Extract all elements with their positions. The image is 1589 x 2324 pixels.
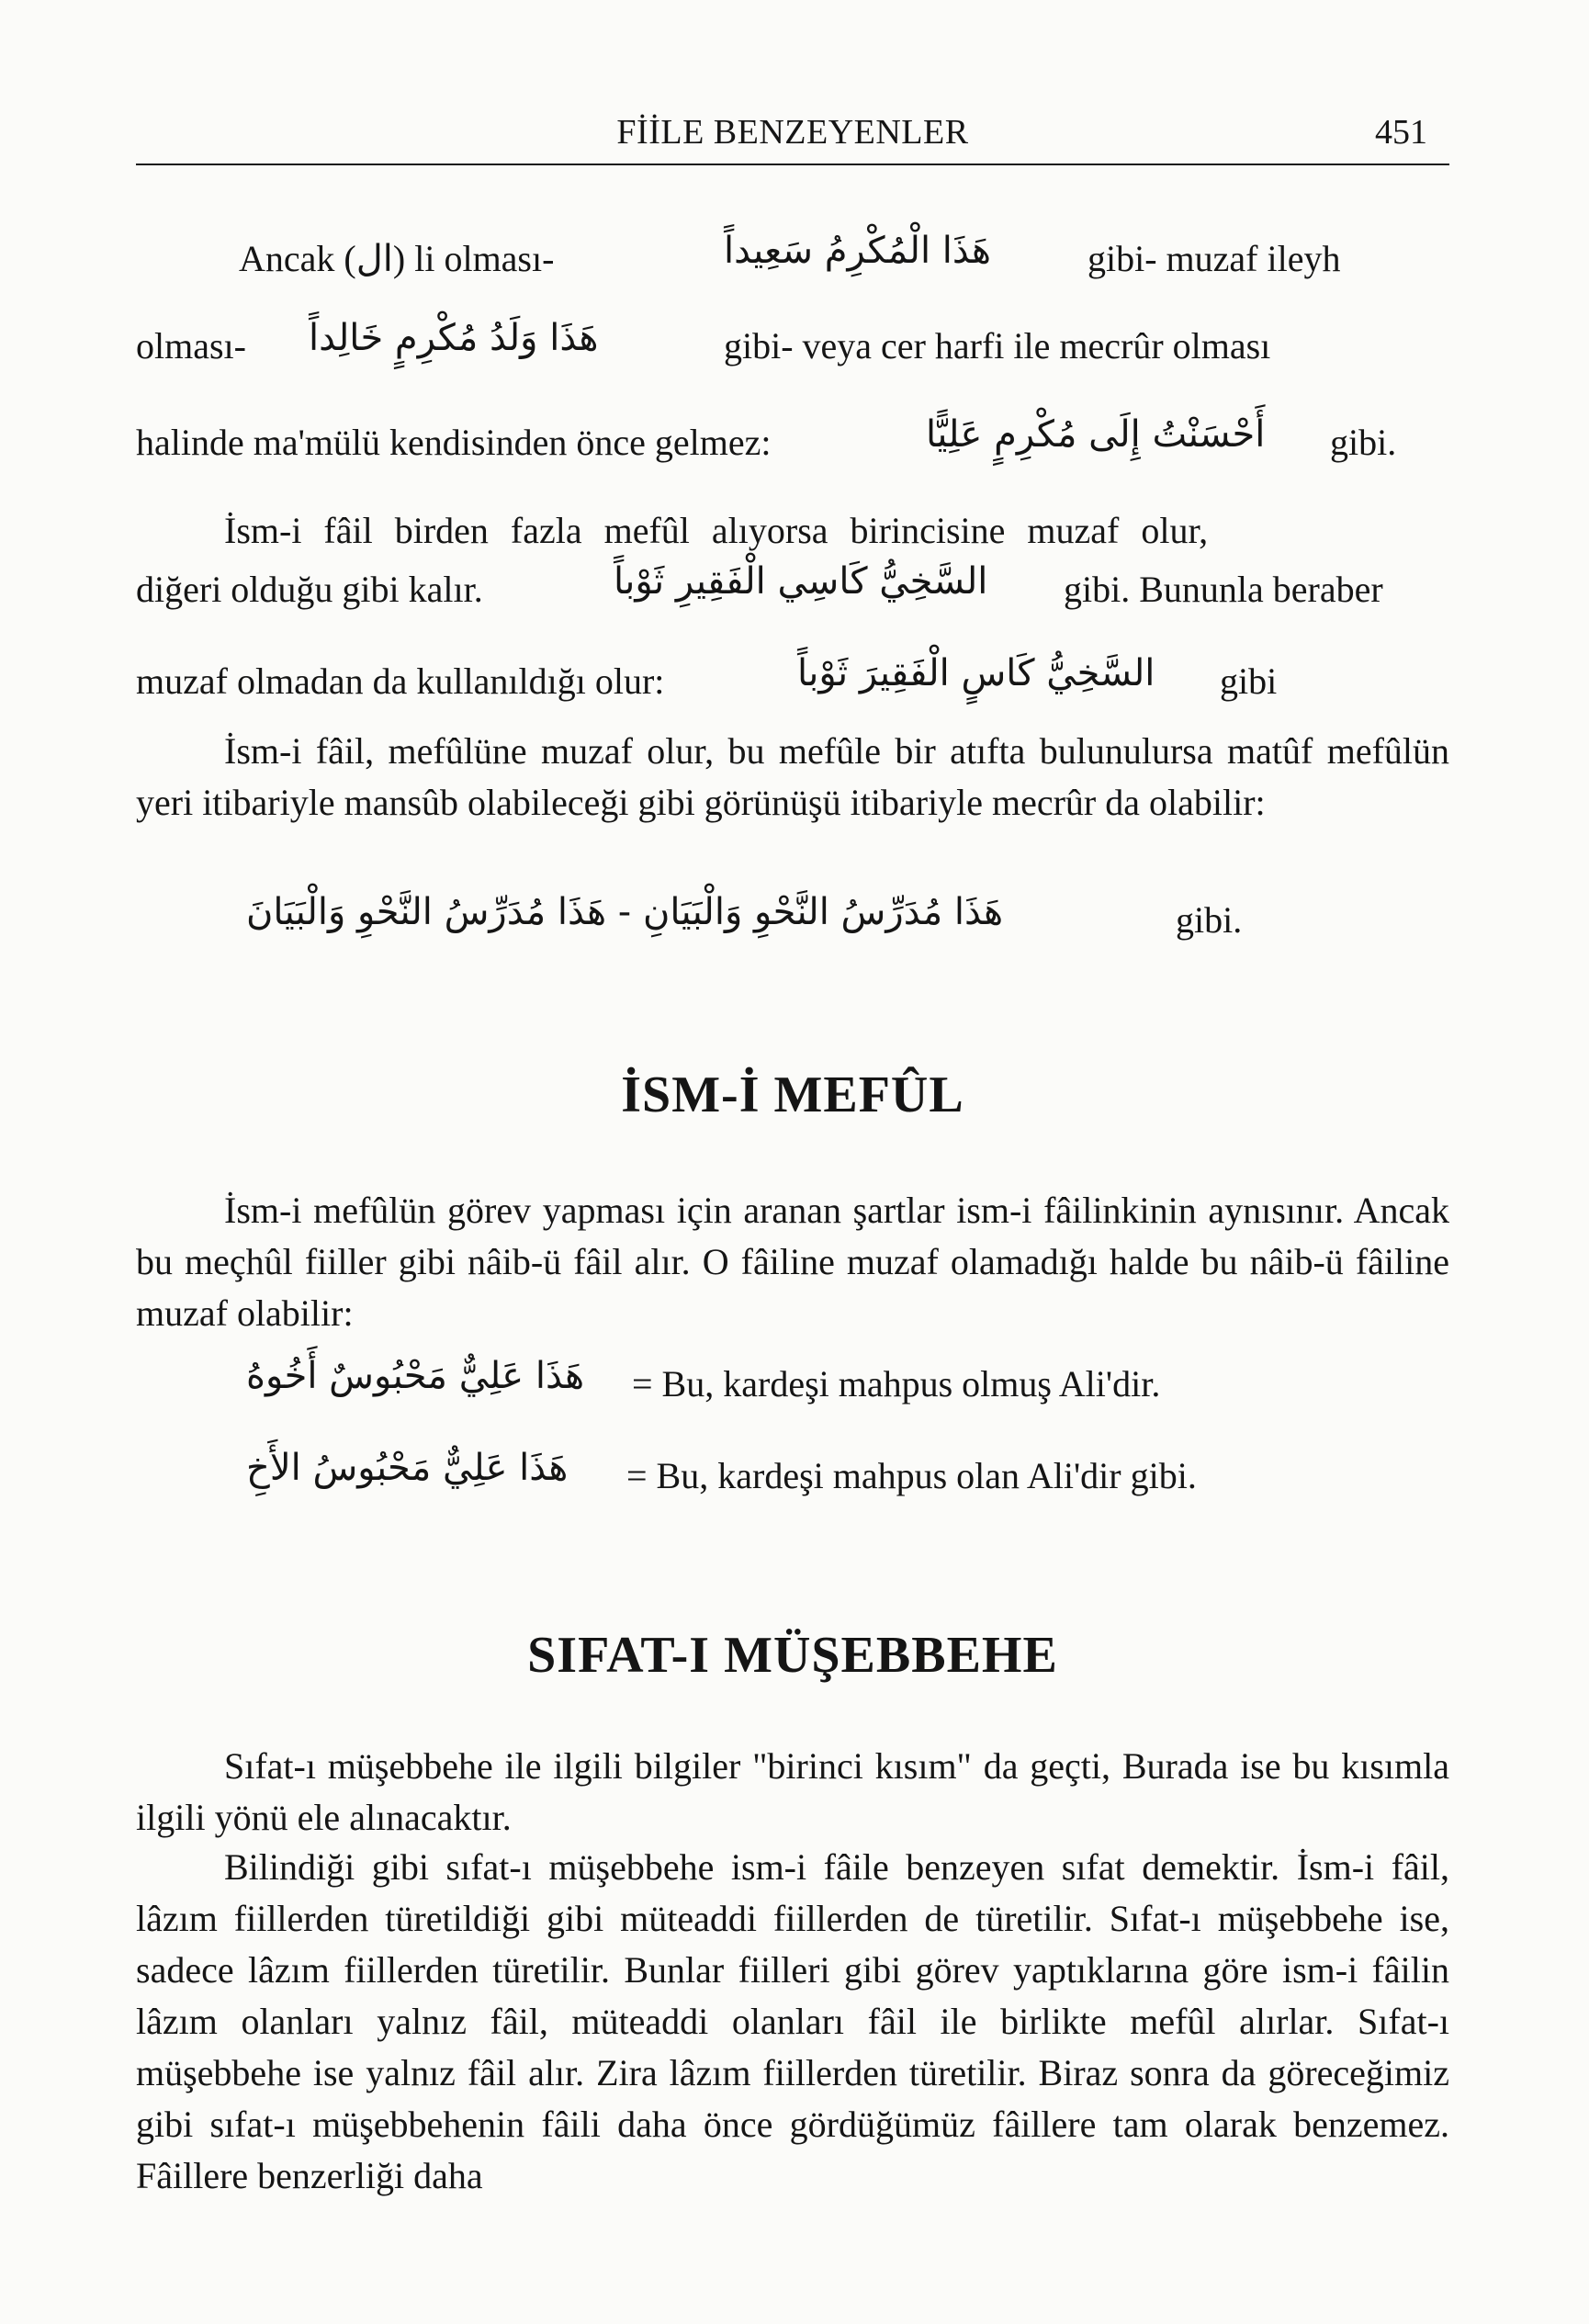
text-line-1 xyxy=(136,220,1449,312)
text-fragment: gibi xyxy=(1220,660,1278,702)
arabic-example: السَّخِيُّ كَاسِي الْفَقِيرِ ثَوْباً xyxy=(614,560,988,603)
running-title: FİİLE BENZEYENLER xyxy=(616,113,969,152)
example-line xyxy=(136,882,1449,974)
text-fragment: diğeri olduğu gibi kalır. xyxy=(136,569,483,610)
text-fragment: gibi- veya cer harfi ile mecrûr olması xyxy=(724,325,1271,367)
text-fragment: halinde ma'mülü kendisinden önce gelmez: xyxy=(136,422,772,463)
text-line-3 xyxy=(136,404,1449,496)
paragraph-sifat-intro: Sıfat-ı müşebbehe ile ilgili bilgiler "birinci kısım" da geçti, Burada ise bu kısımla ilgili yönü ele alınacaktır. xyxy=(136,1745,1449,1838)
page-header xyxy=(136,108,1449,165)
arabic-example: هَذَا الْمُكْرِمُ سَعِيداً xyxy=(724,230,991,272)
text-line-2 xyxy=(136,308,1449,400)
paragraph-ism-i-meful: İsm-i mefûlün görev yapması için aranan şartlar ism-i fâilinkinin aynısınır. Ancak bu meçhûl fiiller gibi nâib-ü fâil alır. O fâiline muzaf olamadığı halde bu nâib-ü fâiline muzaf olabilir: xyxy=(136,1190,1449,1334)
text-fragment: gibi. xyxy=(1176,899,1243,941)
text-fragment: olması- xyxy=(136,325,246,367)
section-heading-sifat-i-musebbehe: SIFAT-I MÜŞEBBEHE xyxy=(527,1627,1058,1684)
text-fragment: gibi. Bununla beraber xyxy=(1064,569,1383,610)
section-heading-ism-i-meful: İSM-İ MEFÛL xyxy=(621,1066,964,1123)
paragraph-fail-first-line: İsm-i fâil birden fazla mefûl alıyorsa birincisine muzaf olur, xyxy=(224,510,1209,551)
arabic-example: هَذَا عَلِيٌّ مَحْبُوسٌ أَخُوهُ xyxy=(246,1355,585,1397)
example-translation: = Bu, kardeşi mahpus olmuş Ali'dir. xyxy=(632,1363,1161,1405)
text-line-a2 xyxy=(136,551,1449,643)
arabic-example: هَذَا وَلَدُ مُكْرِمٍ خَالِداً xyxy=(309,317,599,359)
text-fragment: muzaf olmadan da kullanıldığı olur: xyxy=(136,660,665,702)
arabic-example: السَّخِيُّ كَاسٍ الْفَقِيرَ ثَوْباً xyxy=(797,652,1155,694)
example-translation: = Bu, kardeşi mahpus olan Ali'dir gibi. xyxy=(626,1455,1197,1496)
text-line-a3 xyxy=(136,643,1449,735)
arabic-example: هَذَا مُدَرِّسُ النَّحْوِ وَالْبَيَانِ - هَذَا مُدَرِّسُ النَّحْوِ وَالْبَيَانَ xyxy=(246,891,1004,933)
paragraph-sifat-body: Bilindiği gibi sıfat-ı müşebbehe ism-i fâile benzeyen sıfat demektir. İsm-i fâil, lâzım fiillerden türetildiği gibi müteaddi fiillerden de türetilir. Sıfat-ı müşebbehe ise, sadece lâzım fiillerden türetilir. Bunlar fiilleri gibi görev yaptıklarına göre ism-i fâilin lâzım olanları yalnız fâil, müteaddi olanları fâil ile birlikte mefûl alırlar. Sıfat-ı müşebbehe ise yalnız fâil alır. Zira lâzım fiillerden türetilir. Biraz sonra da göreceğimiz gibi sıfat-ı müşebbehenin fâili daha önce gördüğümüz fâillere tam olarak benzemez. Fâillere benzerliği daha xyxy=(136,1846,1449,2196)
text-fragment: gibi- muzaf ileyh xyxy=(1088,238,1341,279)
example-line-1 xyxy=(136,1346,1449,1438)
page-number: 451 xyxy=(1375,113,1427,152)
example-line-2 xyxy=(136,1438,1449,1529)
text-fragment: Ancak ( xyxy=(239,238,356,279)
arabic-text: ال xyxy=(355,238,393,280)
text-fragment: ) li olması- xyxy=(392,238,555,279)
text-fragment: gibi. xyxy=(1330,422,1397,463)
paragraph-fail-mefule-muzaf: İsm-i fâil, mefûlüne muzaf olur, bu mefûle bir atıfta bulunulursa matûf mefûlün yeri itibariyle mansûb olabileceği gibi görünüşü itibariyle mecrûr da olabilir: xyxy=(136,730,1449,823)
arabic-example: هَذَا عَلِيٌّ مَحْبُوسُ الأَخِ xyxy=(246,1447,569,1489)
arabic-example: أَحْسَنْتُ إِلَى مُكْرِمٍ عَلِيًّا xyxy=(926,413,1266,456)
